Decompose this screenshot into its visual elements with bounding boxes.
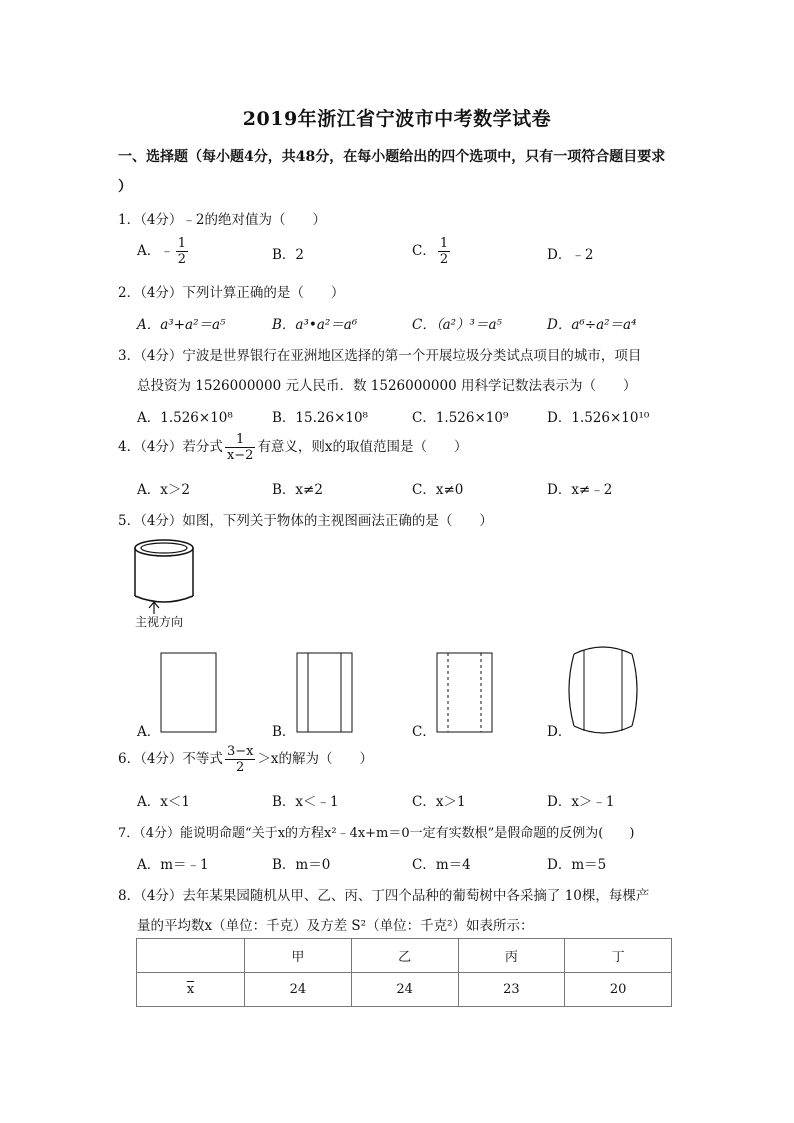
- q4-option-c: C．x≠0: [412, 482, 464, 498]
- question-1-stem: 1．（4分）﹣2的绝对值为（ ）: [118, 212, 327, 228]
- q4-option-a: A．x＞2: [137, 482, 190, 498]
- question-5-stem: 5．（4分）如图，下列关于物体的主视图画法正确的是（ ）: [118, 513, 493, 529]
- q5-option-d: D．: [547, 724, 572, 740]
- table-header-row: [137, 939, 672, 973]
- option-d-figure: [568, 642, 638, 740]
- q2-option-c: C．（a²）³＝a⁵: [412, 317, 502, 333]
- q3-option-b: B．15.26×10⁸: [272, 410, 368, 426]
- page-title: 2019年浙江省宁波市中考数学试卷: [242, 108, 552, 130]
- q5-option-c: C．: [412, 724, 436, 740]
- q4-option-b: B．x≠2: [272, 482, 323, 498]
- table-header-cell: 乙: [351, 939, 458, 973]
- q1-option-a: A．﹣ $\frac{1}{2}$: [137, 236, 187, 267]
- q3-option-d: D．1.526×10¹⁰: [547, 410, 650, 426]
- q1-option-c: C． $\frac{1}{2}$: [412, 236, 449, 267]
- option-b-figure: [296, 652, 356, 734]
- q5-option-b: B．: [272, 724, 296, 740]
- table-header-cell: 甲: [245, 939, 352, 973]
- section-heading: 一、选择题（每小题4分，共48分，在每小题给出的四个选项中，只有一项符合题目要求: [118, 149, 666, 165]
- option-c-figure: [436, 652, 496, 734]
- q7-option-b: B．m＝0: [272, 857, 331, 873]
- q2-option-d: D．a⁶÷a²＝a⁴: [547, 317, 637, 333]
- question-4-stem: 4．（4分）若分式 $\frac{1}{x-2}$ 有意义，则x的取值范围是（ ）: [118, 432, 468, 463]
- q6-option-a: A．x＜1: [137, 794, 190, 810]
- q6-option-b: B．x＜﹣1: [272, 794, 339, 810]
- table-header-cell: 丙: [458, 939, 565, 973]
- question-8-stem-line1: 8．（4分）去年某果园随机从甲、乙、丙、丁四个品种的葡萄树中各采摘了 10棵，每棵产: [118, 888, 650, 904]
- table-cell: 24: [351, 973, 458, 1007]
- option-a-figure: [160, 652, 220, 734]
- table-cell: 24: [245, 973, 352, 1007]
- q5-option-a: A．: [137, 724, 161, 740]
- question-3-stem-line2: 总投资为 1526000000 元人民币．数 1526000000 用科学记数法表示为（ ）: [137, 378, 637, 394]
- table-header-cell: 丁: [565, 939, 672, 973]
- section-heading-tail: ）: [118, 179, 132, 195]
- data-table: [136, 938, 672, 1007]
- q1-option-b: B．2: [272, 247, 305, 263]
- question-6-stem: 6．（4分）不等式 $\frac{3-x}{2}$ ＞x的解为（ ）: [118, 744, 374, 775]
- q7-option-a: A．m＝﹣1: [137, 857, 209, 873]
- q7-option-d: D．m＝5: [547, 857, 607, 873]
- table-header-cell: [137, 939, 245, 973]
- q1-option-d: D．﹣2: [547, 247, 594, 263]
- question-8-stem-line2: 量的平均数x（单位：千克）及方差 S²（单位：千克²）如表所示：: [137, 918, 534, 934]
- table-cell: 20: [565, 973, 672, 1007]
- figure-label: 主视方向: [135, 615, 184, 629]
- table-cell: 23: [458, 973, 565, 1007]
- q2-option-b: B．a³•a²＝a⁶: [272, 317, 358, 333]
- q7-option-c: C．m＝4: [412, 857, 471, 873]
- q3-option-a: A．1.526×10⁸: [137, 410, 233, 426]
- q6-option-d: D．x＞﹣1: [547, 794, 615, 810]
- question-2-stem: 2．（4分）下列计算正确的是（ ）: [118, 285, 345, 301]
- q3-option-c: C．1.526×10⁹: [412, 410, 509, 426]
- q6-option-c: C．x＞1: [412, 794, 466, 810]
- q4-option-d: D．x≠﹣2: [547, 482, 613, 498]
- question-3-stem-line1: 3．（4分）宁波是世界银行在亚洲地区选择的第一个开展垃圾分类试点项目的城市，项目: [118, 348, 642, 364]
- table-row-label: $\overline{x}$: [137, 973, 245, 1007]
- question-7-stem: 7．（4分）能说明命题“关于x的方程x²﹣4x+m＝0一定有实数根”是假命题的反例为( ): [118, 826, 635, 841]
- table-row: [137, 973, 672, 1007]
- q2-option-a: A．a³+a²＝a⁵: [137, 317, 226, 333]
